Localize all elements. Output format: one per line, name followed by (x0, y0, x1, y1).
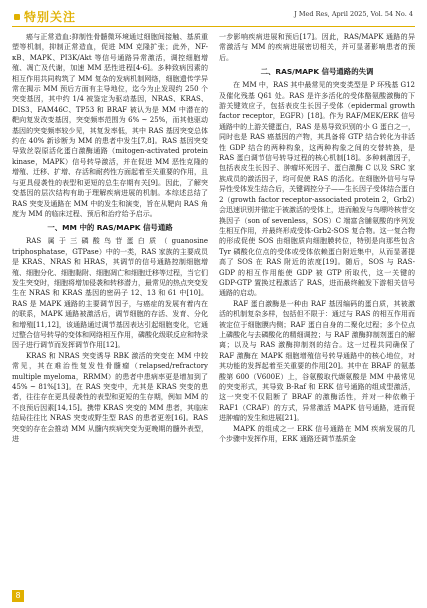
body-paragraph: 一步影响疾病进展和预后[17]。因此，RAS/MAPK 通路的异常激活与 MM 的疾病进展密切相关，并可显著影响患者的预后。 (219, 33, 415, 62)
page-number: 8 (12, 590, 24, 602)
section-heading: 一、MM 中的 RAS/MAPK 信号通路 (47, 223, 173, 233)
body-paragraph: RAS 属于三磷酸鸟苷蛋白质（guanosine triphosphatase，GTPase）中的一类，RAS 家族的主要成员是 KRAS、NRAS 和 HRAS，其调节的信号通路控制细胞增殖、细胞分化、细胞黏附、细胞凋亡和细胞迁移等过程，当它们发生突变时，细胞将增加侵袭和转移潜力，最常见的热点突变发生在 NRAS 和 KRAS 基因的密码子 12、13 和 61 中[10]。RAS 是 MAPK 通路的主要调节因子，与癌症的发展有着内在的联系，MAPK 通路被激活后，调节细胞的存活、发育、分化和增殖[11,12]，该通路通过调节基因表达引起细胞变化，它通过整合信号转导的变体和网络相互作用，磷酸化级联反应和特录因子进行调节而发挥调节作用[12]。 (12, 237, 208, 350)
body-paragraph: MAPK 的组成之一 ERK 信号通路在 MM 疾病发展的几个步骤中发挥作用，ERK 通路还调节基质金 (219, 424, 415, 444)
body-paragraph: KRAS 和 NRAS 突变诱导 RBK 激活的突变在 MM 中较常见，其在难治性复发性骨髓瘤（relapsed/refractory multiple myeloma，RRMM）的患者中患病率更是增加到了 45% ~ 81%[13]。在 RAS 突变中，尤其是 KRAS 突变的患者，往往存在更具侵袭性的表型和更短的生存期，例如 MM 的不良预后因素[14,15]。携带 KRAS 突变的 MM 患者，其临床结局往往比 NRAS 突变或野生型 RAS 的患者更差[16]。RAS 突变的存在会推动 MM 从髓内疾病突变为更晚期的髓外表型，进 (12, 351, 208, 444)
right-column (219, 32, 415, 444)
section-label (14, 8, 76, 25)
section-label-text: 特别关注 (24, 10, 77, 24)
body-paragraph: RAF 蛋白激酶是一种由 RAF 基因编码的蛋白质，其被激活的机制复杂多样，包括但不限于：通过与 RAS 的相互作用而被定位于细胞膜内侧；RAF 蛋白自身的二聚化过程；多个位点上磷酸化与去磷酸化的精细调控；与 RAF 激酶抑制剂蛋白的解离；以及与 RAS 激酶抑制剂的结合。这一过程共同确保了 RAF 激酶在 MAPK 细胞增殖信号转导通路中的核心地位，对其功能的发挥起着至关重要的作用[20]。其中在 BRAF 的氨基酸第 600（V600E）上，谷氨酸取代缬氨酸是 MM 中最常见的突变形式，其导致 B-Raf 和 ERK 信号通路的组成型激活，这一突变不仅阻断了 BRAF 的激酶活性，并对一种依赖于 RAF1（CRAF）的方式，异常激活 MAPK 信号通路，进而促进肿瘤的发生和进展[21]。 (219, 299, 415, 423)
journal-info: J Med Res, April 2025, Vol. 54 No. 4 (294, 10, 413, 18)
body-paragraph: 癌与正常造血:抑制性骨髓微环境通过细胞间接触、基质重塑等机制，抑制正常造血，促进 MM 克隆扩张；此外，NF-κB、MAPK、PI3K/Akt 等信号通路异常激活，调控细胞增殖、凋亡及代谢，加速 MM 恶性进程[4-6]。多种致病因素的相互作用共同构筑了 MM 复杂的发病机制网络，细胞遗传学异常在揭示 MM 预后方面有主导地位，迄今为止发现约 250 个突变基因，其中约 1/4 被鉴定为驱动基因，NRAS、KRAS、DIS3、FAM46C、TP53 和 BRAF 被认为是 MM 中潜在的靶向复发改变基因，突变频率范围为 6% ~ 25%，而其他驱动基因的突变频率较少见，其复发率低，其中 RAS 基因突变总体约在 40% 新诊断为 MM 的患者中发生[7,8]。RAS 基因突变导致丝裂原活化蛋白激酶通路（mitogen-activated protein kinase，MAPK）信号转导激活，并在促进 MM 恶性克隆的增殖、迁移、扩增、存活和耐药性方面起着至关重要的作用，且与更具侵袭性的表型和更短的总生存期有关[9]。因此，了解突变基因的层次结构有助于理解疾病进展的机制。本综述总结了 RAS 突变及通路在 MM 中的发生和演变，旨在从靶向 RAS 角度为 MM 的临床过程、预后和治疗给予启示。 (12, 33, 208, 218)
section-heading: 二、RAS/MAPK 信号通路的失调 (260, 67, 374, 77)
page-header (0, 0, 427, 30)
header-rule (12, 26, 415, 27)
left-column (12, 32, 208, 444)
body-paragraph: 在 MM 中，RAS 其中最常见的突变类型是 P 环残基 G12 及催化残基 Q61 处。RAS 是许多活化的受体酪氨酸激酶的下游关键效应子，包括表皮生长因子受体（epidermal growth factor receptor，EGFR）[18]。作为 RAF/MEK/ERK 信号通路中的上游关键蛋白，RAS 是易导致识别的小 G 蛋白之一，同时也是 RAS 癌基因的产物，其具备将 GTP 结合转化为非活性 GDP 结合的两种构象，这两种构象之间的交替转换，是 RAS 蛋白调节信号转导过程的核心机制[18]。多种刺激因子，包括表皮生长因子、肿瘤坏死因子、蛋白激酶 C 以及 SRC 家族成员的激活因子，均可促使 RAS 的活化。在细胞外信号与导异性受体发生结合后，关键调控分子——生长因子受体结合蛋白 2（growth factor receptor-associated protein 2，Grb2）会迅速识别并锚定于被激活的受体上，进而触发与鸟嘌呤核苷交换因子（son of sevenless，SOS）C 端富含脯氨酸的序列发生相互作用，并最终形成受体-Grb2-SOS 复合物。这一复合物的形成促使 SOS 由细胞质向细胞膜转位，特别是向那些包含 Tyr 磷酸化位点的受体或受体依赖蛋白附近集中，从而显著提高了 SOS 在 RAS 附近的浓度[19]。随后，SOS 与 RAS-GDP 的相互作用能使 GDP 被 GTP 所取代，这一关键的 GDP-GTP 置换过程激活了 RAS，进而最终触发下游相关信号通路的启动。 (219, 81, 415, 298)
section-bullet-icon (14, 14, 20, 20)
